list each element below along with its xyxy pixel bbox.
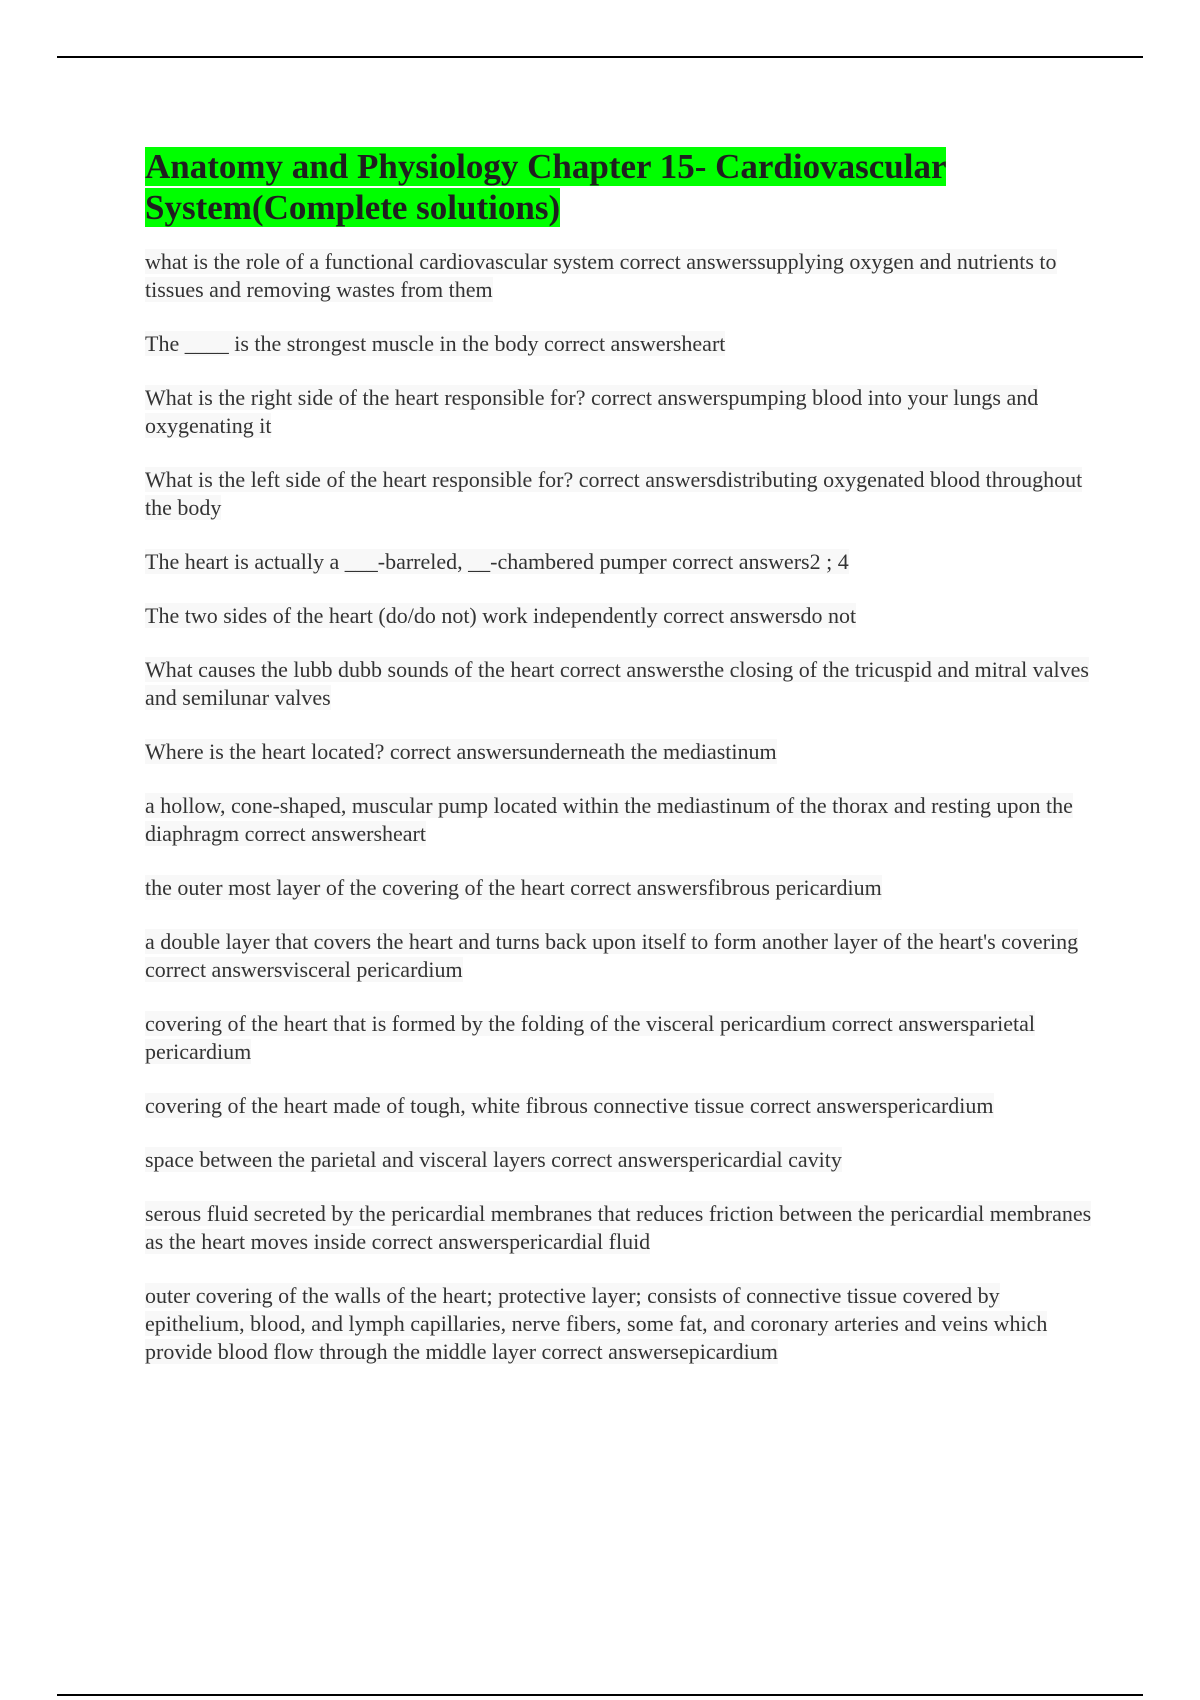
- qa-item: [145, 330, 1095, 358]
- qa-text: The heart is actually a ___-barreled, __-chambered pumper correct answers2 ; 4: [145, 549, 849, 574]
- qa-text: covering of the heart made of tough, white fibrous connective tissue correct answerspericardium: [145, 1093, 994, 1118]
- qa-item: [145, 248, 1095, 304]
- qa-text: the outer most layer of the covering of the heart correct answersfibrous pericardium: [145, 875, 882, 900]
- qa-item: [145, 738, 1095, 766]
- qa-item: [145, 874, 1095, 902]
- qa-item: [145, 1282, 1095, 1366]
- qa-text: What is the left side of the heart responsible for? correct answersdistributing oxygenated blood throughout the body: [145, 467, 1083, 520]
- qa-text: outer covering of the walls of the heart; protective layer; consists of connective tissue covered by epithelium, blood, and lymph capillaries, nerve fibers, some fat, and coronary arteries and veins which provide blood flow through the middle layer correct answersepicardium: [145, 1283, 1048, 1364]
- document-title: [145, 146, 1095, 228]
- qa-text: The two sides of the heart (do/do not) work independently correct answersdo not: [145, 603, 857, 628]
- qa-item: [145, 548, 1095, 576]
- qa-item: [145, 602, 1095, 630]
- qa-text: What causes the lubb dubb sounds of the heart correct answersthe closing of the tricuspid and mitral valves and semilunar valves: [145, 657, 1089, 710]
- qa-text: The ____ is the strongest muscle in the body correct answersheart: [145, 331, 726, 356]
- qa-item: [145, 1200, 1095, 1256]
- document-body: [145, 146, 1095, 1392]
- document-title-text: Anatomy and Physiology Chapter 15- Cardiovascular System(Complete solutions): [145, 147, 947, 227]
- qa-text: serous fluid secreted by the pericardial membranes that reduces friction between the pericardial membranes as the heart moves inside correct answerspericardial fluid: [145, 1201, 1092, 1254]
- qa-item: [145, 1146, 1095, 1174]
- qa-item: [145, 656, 1095, 712]
- header-rule: [57, 56, 1143, 58]
- qa-text: a hollow, cone-shaped, muscular pump located within the mediastinum of the thorax and resting upon the diaphragm correct answersheart: [145, 793, 1073, 846]
- qa-text: a double layer that covers the heart and turns back upon itself to form another layer of the heart's covering correct answersvisceral pericardium: [145, 929, 1079, 982]
- qa-text: Where is the heart located? correct answersunderneath the mediastinum: [145, 739, 777, 764]
- qa-item: [145, 1092, 1095, 1120]
- qa-text: what is the role of a functional cardiovascular system correct answerssupplying oxygen and nutrients to tissues and removing wastes from them: [145, 249, 1057, 302]
- qa-item: [145, 928, 1095, 984]
- qa-item: [145, 792, 1095, 848]
- qa-item: [145, 466, 1095, 522]
- qa-text: space between the parietal and visceral layers correct answerspericardial cavity: [145, 1147, 842, 1172]
- qa-text: What is the right side of the heart responsible for? correct answerspumping blood into your lungs and oxygenating it: [145, 385, 1039, 438]
- footer-rule: [57, 1694, 1143, 1696]
- qa-text: covering of the heart that is formed by the folding of the visceral pericardium correct answersparietal pericardium: [145, 1011, 1036, 1064]
- qa-item: [145, 384, 1095, 440]
- qa-item: [145, 1010, 1095, 1066]
